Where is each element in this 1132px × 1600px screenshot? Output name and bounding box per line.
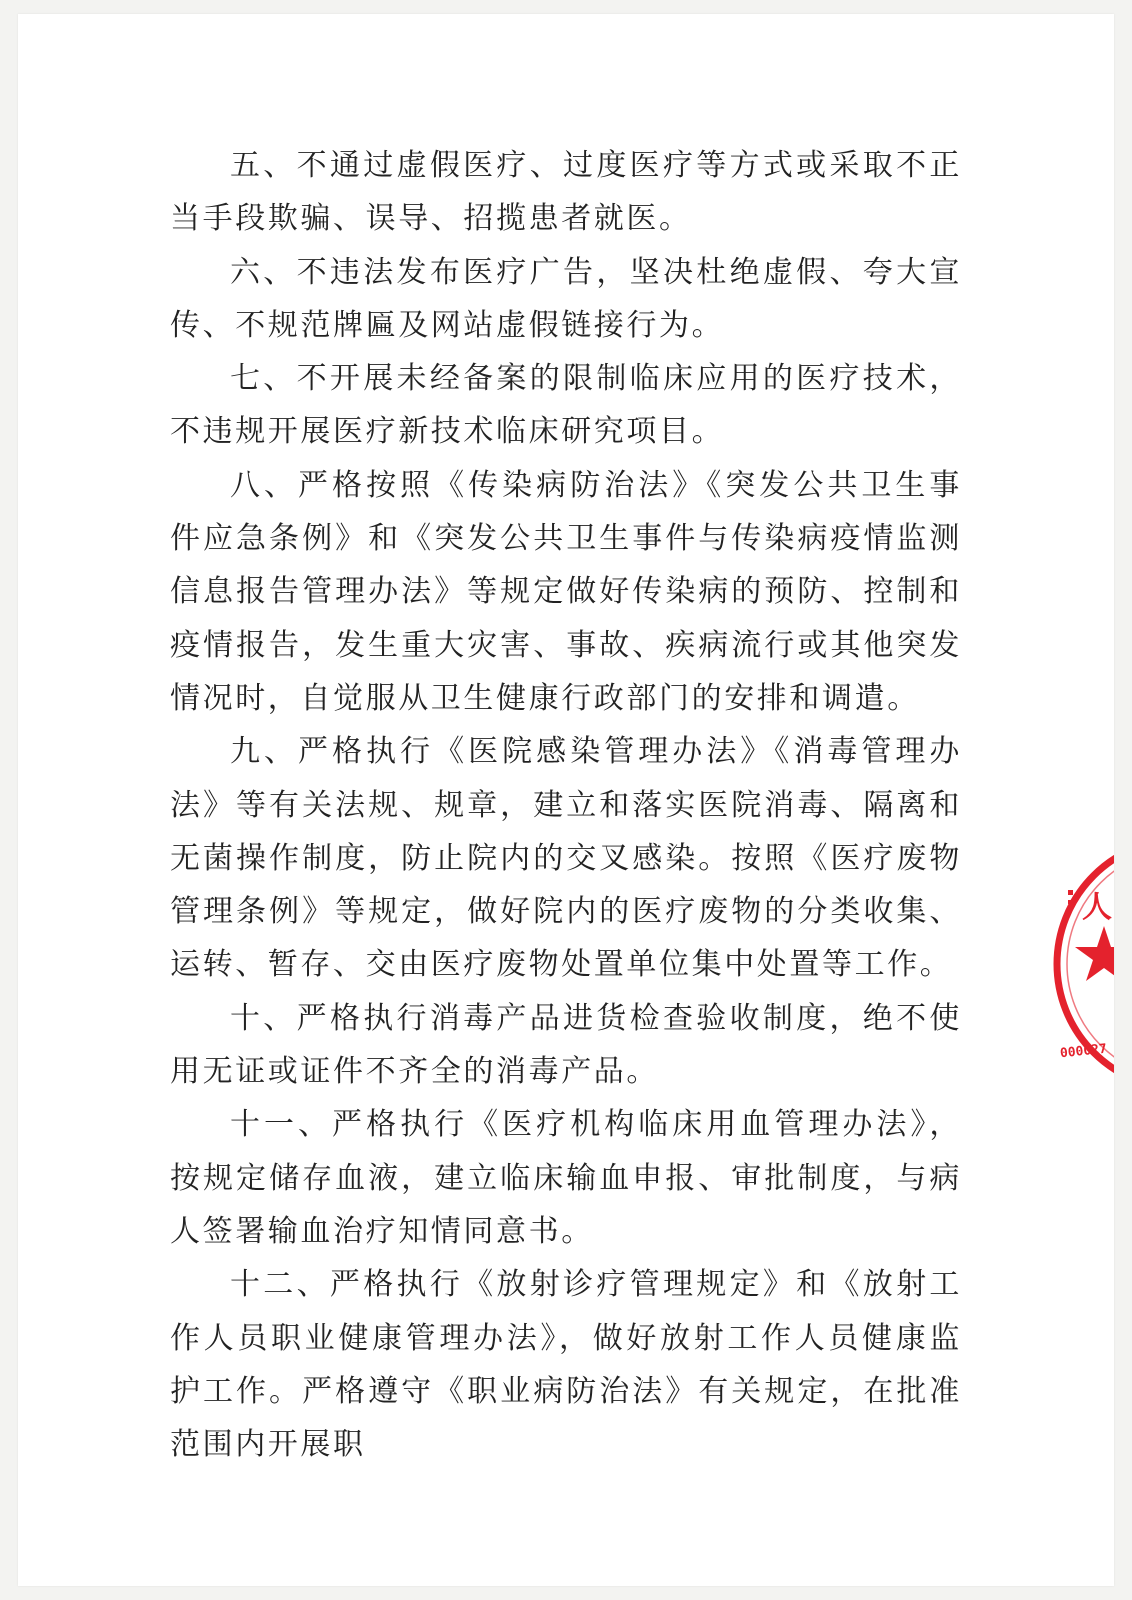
paragraph-7: 七、不开展未经备案的限制临床应用的医疗技术，不违规开展医疗新技术临床研究项目。 xyxy=(170,361,962,450)
seal-star-icon xyxy=(1075,926,1114,981)
paragraph-10: 十、严格执行消毒产品进货检查验收制度，绝不使用无证或证件不齐全的消毒产品。 xyxy=(170,1000,962,1090)
paragraph-8: 八、严格按照《传染病防治法》《突发公共卫生事件应急条例》和《突发公共卫生事件与传染病疫情监测信息报告管理办法》等规定做好传染病的预防、控制和疫情报告，发生重大灾害、事故、疾病流行或其他突发情况时，自觉服从卫生健康行政部门的安排和调遣。 xyxy=(170,467,962,716)
official-seal-stamp xyxy=(1042,844,1114,1084)
seal-character: 人 xyxy=(1082,890,1112,925)
paragraph-11: 十一、严格执行《医疗机构临床用血管理办法》，按规定储存血液，建立临床输血申报、审批制度，与病人签署输血治疗知情同意书。 xyxy=(170,1107,962,1249)
document-page xyxy=(18,14,1114,1586)
paragraph-12: 十二、严格执行《放射诊疗管理规定》和《放射工作人员职业健康管理办法》，做好放射工作人员健康监护工作。严格遵守《职业病防治法》有关规定，在批准范围内开展职 xyxy=(170,1267,962,1463)
paragraph-5: 五、不通过虚假医疗、过度医疗等方式或采取不正当手段欺骗、误导、招揽患者就医。 xyxy=(170,148,962,237)
document-body xyxy=(170,139,962,1471)
paragraph-6: 六、不违法发布医疗广告，坚决杜绝虚假、夸大宣传、不规范牌匾及网站虚假链接行为。 xyxy=(170,254,962,343)
paragraph-9: 九、严格执行《医院感染管理办法》《消毒管理办法》等有关法规、规章，建立和落实医院消毒、隔离和无菌操作制度，防止院内的交叉感染。按照《医疗废物管理条例》等规定，做好院内的医疗废物的分类收集、运转、暂存、交由医疗废物处置单位集中处置等工作。 xyxy=(170,734,962,983)
seal-code-number: 000027 xyxy=(1059,1041,1108,1062)
